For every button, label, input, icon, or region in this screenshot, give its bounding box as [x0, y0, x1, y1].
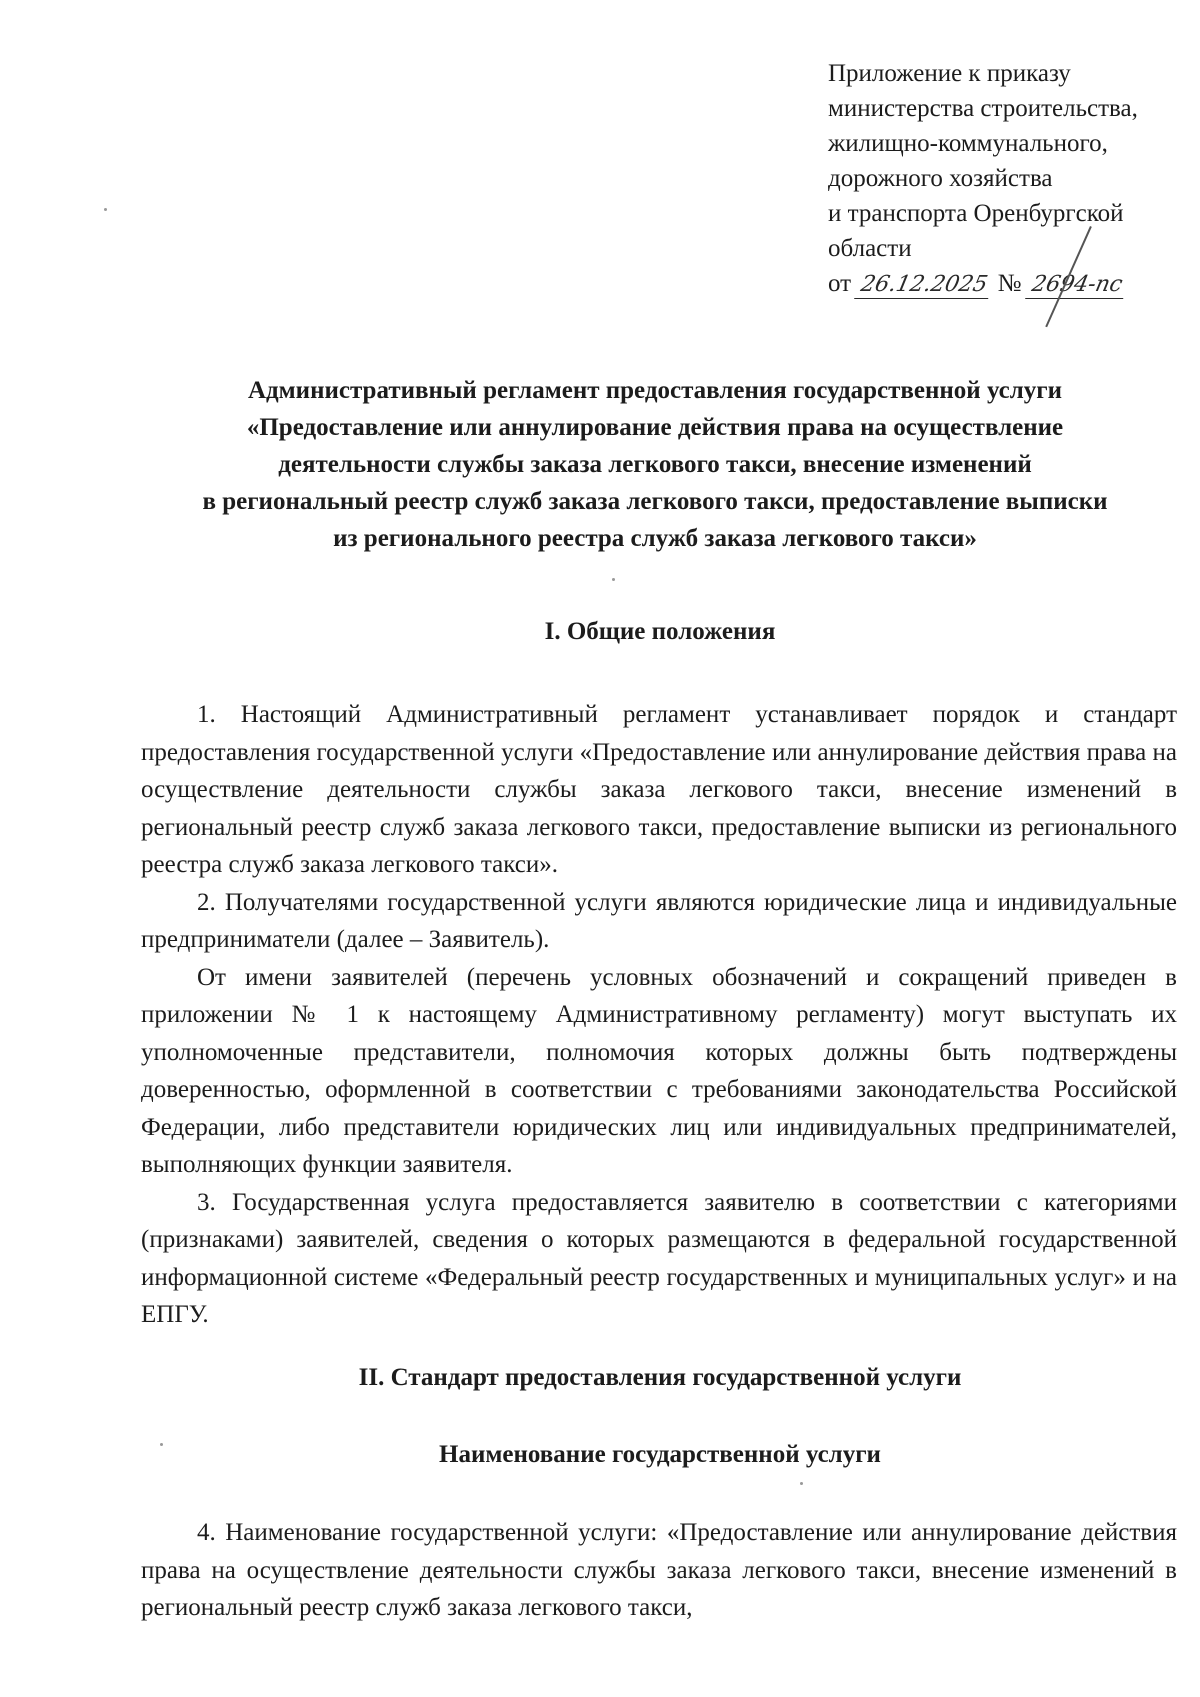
title-line: деятельности службы заказа легкового такси, внесение изменений: [278, 451, 1032, 478]
number-prefix: №: [997, 270, 1022, 297]
approval-line: жилищно-коммунального,: [828, 130, 1108, 157]
subheading-service-name: Наименование государственной услуги: [439, 1441, 881, 1468]
approval-line: области: [828, 235, 912, 262]
paragraph: 4. Наименование государственной услуги: «Предоставление или аннулирование действия права на осуществление деятельности службы заказа легкового такси, внесение изменений в региональный реестр служб заказа легкового такси,: [141, 1519, 1177, 1621]
title-line: Административный регламент предоставления государственной услуги: [247, 377, 1063, 404]
section-general-body: [141, 696, 1177, 1334]
scan-speck: [104, 208, 107, 211]
approval-line: министерства строительства,: [828, 95, 1138, 122]
approval-date-number: [828, 266, 1188, 301]
scan-speck: [612, 578, 615, 581]
approval-block: [828, 56, 1188, 301]
paragraph: От имени заявителей (перечень условных обозначений и сокращений приведен в приложении № 1 к настоящему Административному регламенту) могут выступать их уполномоченные представители, полномочия которых должны быть подтверждены доверенностью, оформленной в соответствии с требованиями законодательства Российской Федерации, либо представители юридических лиц или индивидуальных предпринимателей, выполняющих функции заявителя.: [141, 963, 1177, 1178]
paragraph: 2. Получателями государственной услуги являются юридические лица и индивидуальные предприниматели (далее – Заявитель).: [141, 888, 1177, 953]
section-heading-standard: II. Стандарт предоставления государственной услуги: [358, 1364, 962, 1391]
date-prefix: от: [828, 270, 852, 297]
paragraph: 3. Государственная услуга предоставляется заявителю в соответствии с категориями (признаками) заявителей, сведения о которых размещаются в федеральной государственной информационной системе «Федеральный реестр государственных и муниципальных услуг» и на ЕПГУ.: [141, 1188, 1177, 1328]
title-line: из регионального реестра служб заказа легкового такси»: [333, 525, 977, 552]
paragraph: 1. Настоящий Административный регламент устанавливает порядок и стандарт предоставления государственной услуги «Предоставление или аннулирование действия права на осуществление деятельности службы заказа легкового такси, внесение изменений в региональный реестр служб заказа легкового такси, предоставление выписки из регионального реестра служб заказа легкового такси».: [141, 701, 1177, 878]
scan-speck: [160, 1443, 163, 1446]
handwritten-date: 26.12.2025: [854, 272, 994, 299]
approval-line: Приложение к приказу: [828, 60, 1071, 87]
approval-line: дорожного хозяйства: [828, 165, 1053, 192]
section-standard-body: [141, 1514, 1177, 1627]
handwritten-number: 2694-пс: [1025, 272, 1129, 299]
approval-line: и транспорта Оренбургской: [828, 200, 1124, 227]
title-line: в региональный реестр служб заказа легкового такси, предоставление выписки: [202, 488, 1108, 515]
section-heading-general: I. Общие положения: [544, 618, 776, 645]
document-title: [130, 372, 1180, 557]
scan-speck: [800, 1482, 803, 1485]
title-line: «Предоставление или аннулирование действия права на осуществление: [246, 414, 1064, 441]
